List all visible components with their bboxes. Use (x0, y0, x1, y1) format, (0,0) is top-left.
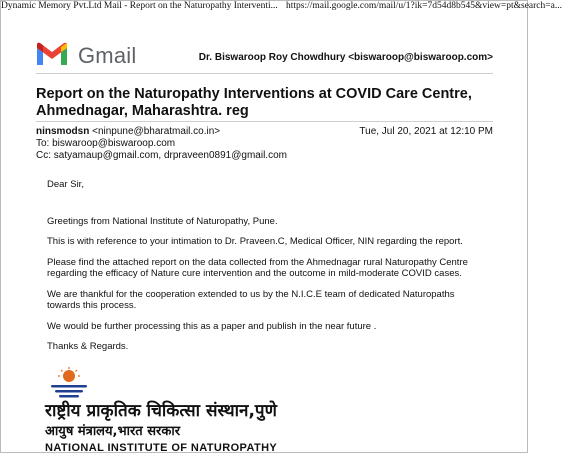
body-paragraph: We would be further processing this as a paper and publish in the near future . (47, 320, 377, 332)
institute-name-english: NATIONAL INSTITUTE OF NATUROPATHY (45, 442, 278, 454)
sender-name: ninsmodsn (36, 126, 90, 137)
gmail-header (36, 37, 493, 74)
body-paragraph: Dear Sir, (47, 179, 84, 190)
gmail-wordmark: Gmail (78, 43, 137, 68)
gmail-m-icon (36, 41, 68, 67)
email-date: Tue, Jul 20, 2021 at 12:10 PM (359, 126, 493, 137)
institute-name-hindi: राष्ट्रीय प्राकृतिक चिकित्सा संस्थान,पुणे (45, 401, 277, 421)
email-meta (36, 126, 493, 162)
email-body (47, 179, 487, 353)
meta-divider (36, 121, 493, 122)
body-paragraph: We are thankful for the cooperation extended to us by the N.I.C.E team of dedicated Naturopaths towards this process. (47, 288, 455, 311)
to-line: To: biswaroop@biswaroop.com (36, 138, 176, 149)
print-header (1, 1, 562, 13)
print-header-title: Dynamic Memory Pvt.Ltd Mail - Report on the Naturopathy Interventi... (1, 1, 278, 11)
body-paragraph: This is with reference to your intimation to Dr. Praveen.C, Medical Officer, NIN regarding the report. (47, 236, 463, 247)
email-subject: Report on the Naturopathy Interventions at COVID Care Centre, Ahmednagar, Maharashtra. reg (36, 86, 472, 119)
body-paragraph: Greetings from National Institute of Naturopathy, Pune. (47, 215, 278, 227)
sender-address: <ninpune@bharatmail.co.in> (92, 126, 221, 137)
body-paragraph: Please find the attached report on the data collected from the Ahmednagar rural Naturopathy Centre regarding the efficacy of Nature cure intervention and the outcome in mild-moderate COVID cases. (47, 256, 468, 279)
account-identity: Dr. Biswaroop Roy Chowdhury <biswaroop@biswaroop.com> (198, 52, 493, 63)
body-paragraph: Thanks & Regards. (47, 341, 129, 352)
ministry-name-hindi: आयुष मंत्रालय,भारत सरकार (45, 424, 181, 439)
nin-emblem-icon (47, 367, 91, 401)
cc-line: Cc: satyamaup@gmail.com, drpraveen0891@gmail.com (36, 150, 287, 161)
print-header-url: https://mail.google.com/mail/u/1?ik=7d54d8b545&view=pt&search=a... (286, 1, 562, 11)
